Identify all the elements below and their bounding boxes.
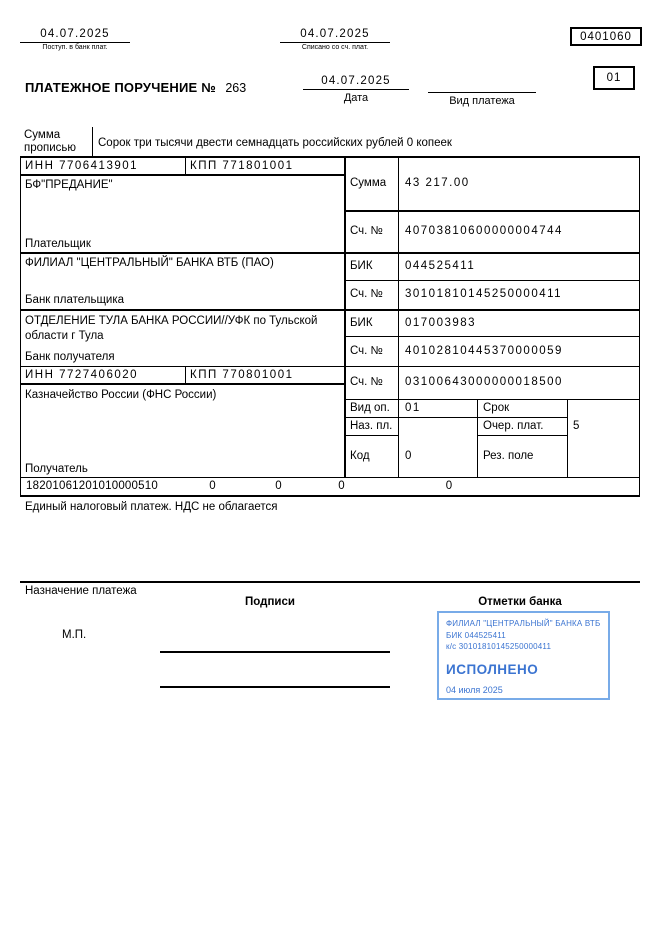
document-number: 263: [225, 81, 247, 95]
signature-line-2: [160, 686, 390, 688]
date-debited-block: [280, 28, 390, 51]
stamp-status: ИСПОЛНЕНО: [446, 661, 539, 677]
purpose-code-label: Наз. пл.: [350, 419, 393, 432]
date-received-value: 04.07.2025: [20, 28, 130, 43]
divider: [477, 399, 478, 478]
payer-bank-name: ФИЛИАЛ "ЦЕНТРАЛЬНЫЙ" БАНКА ВТБ (ПАО): [25, 257, 274, 269]
purpose-text: Единый налоговый платеж. НДС не облагается: [25, 501, 278, 513]
status-code-box: 01: [593, 66, 635, 90]
stamp-bank-name: ФИЛИАЛ "ЦЕНТРАЛЬНЫЙ" БАНКА ВТБ: [446, 619, 601, 628]
tax-field-period: 0: [338, 480, 345, 492]
payer-label: Плательщик: [25, 238, 91, 250]
payee-bank-bik-value: 017003983: [405, 316, 477, 329]
term-label: Срок: [483, 401, 510, 414]
amount-label: Сумма: [350, 176, 387, 189]
divider: [344, 156, 346, 478]
document-date-label: Дата: [343, 92, 369, 104]
document-title-row: [25, 79, 246, 97]
divider: [20, 495, 640, 497]
divider: [20, 477, 640, 478]
amount-value: 43 217.00: [405, 176, 470, 189]
date-received-block: [20, 28, 130, 51]
payee-account-value: 03100643000000018500: [405, 376, 563, 389]
divider: [185, 156, 186, 175]
res-field-label: Рез. поле: [483, 449, 534, 462]
stamp-corr-account: к/с 30101810145250000411: [446, 642, 552, 652]
bank-marks-label: Отметки банка: [478, 596, 562, 608]
stamp-bik: БИК 044525411: [446, 630, 506, 640]
divider: [398, 156, 399, 478]
payee-bank-account-label: Сч. №: [350, 344, 383, 357]
payer-bank-bik-value: 044525411: [405, 260, 476, 273]
amount-words-label: Сумма прописью: [24, 129, 77, 155]
payment-type-value: [428, 75, 536, 93]
divider: [185, 367, 186, 384]
divider: [20, 156, 21, 497]
date-debited-label: Списано со сч. плат.: [301, 44, 369, 51]
signature-line-1: [160, 651, 390, 653]
payer-kpp: КПП 771801001: [190, 160, 294, 172]
payee-bank-account-value: 40102810445370000059: [405, 344, 563, 357]
tax-field-oktmo: 0: [209, 480, 216, 492]
document-date-value: 04.07.2025: [303, 75, 409, 90]
date-debited-value: 04.07.2025: [280, 28, 390, 43]
divider: [567, 399, 568, 478]
amount-words-value: Сорок три тысячи двести семнадцать российских рублей 0 копеек: [98, 137, 452, 149]
divider: [639, 156, 640, 497]
payee-bank-name: ОТДЕЛЕНИЕ ТУЛА БАНКА РОССИИ//УФК по Тульской области г Тула: [25, 315, 318, 342]
payer-inn: ИНН 7706413901: [25, 160, 139, 172]
payee-inn: ИНН 7727406020: [25, 369, 139, 381]
divider: [20, 174, 345, 176]
payer-name: БФ"ПРЕДАНИЕ": [25, 179, 113, 191]
stamp-place-label: М.П.: [62, 629, 87, 641]
op-type-label: Вид оп.: [350, 401, 390, 414]
payment-table: [20, 127, 640, 497]
document-title: ПЛАТЕЖНОЕ ПОРУЧЕНИЕ №: [25, 80, 216, 95]
document-date-block: [303, 75, 409, 104]
date-received-label: Поступ. в банк плат.: [42, 44, 108, 51]
payment-type-block: [428, 75, 536, 107]
divider: [92, 127, 93, 156]
payee-bank-bik-label: БИК: [350, 316, 373, 329]
payee-name: Казначейство России (ФНС России): [25, 389, 217, 401]
tax-field-doc-number: 0: [445, 480, 453, 492]
payer-bank-account-value: 30101810145250000411: [405, 288, 563, 301]
divider: [20, 581, 640, 583]
payee-account-label: Сч. №: [350, 376, 383, 389]
payment-type-label: Вид платежа: [449, 95, 515, 107]
priority-value: 5: [573, 419, 581, 432]
op-type-value: 01: [405, 401, 421, 414]
payer-bank-bik-label: БИК: [350, 260, 373, 273]
form-code-box: 0401060: [570, 27, 642, 46]
bank-stamp: [437, 611, 610, 700]
payer-bank-account-label: Сч. №: [350, 288, 383, 301]
payee-label: Получатель: [25, 463, 88, 475]
divider: [20, 383, 345, 385]
payer-bank-label: Банк плательщика: [25, 294, 125, 306]
priority-label: Очер. плат.: [483, 419, 544, 432]
payer-account-value: 40703810600000004744: [405, 225, 563, 238]
code-label: Код: [350, 449, 370, 462]
tax-field-basis: 0: [275, 480, 282, 492]
tax-field-kbk: 18201061201010000510: [26, 480, 158, 492]
code-value: 0: [405, 449, 413, 462]
payee-kpp: КПП 770801001: [190, 369, 294, 381]
stamp-date: 04 июля 2025: [446, 684, 503, 695]
purpose-label: Назначение платежа: [25, 585, 137, 597]
payer-account-label: Сч. №: [350, 225, 383, 238]
signatures-label: Подписи: [245, 596, 295, 608]
payee-bank-label: Банк получателя: [25, 351, 115, 363]
